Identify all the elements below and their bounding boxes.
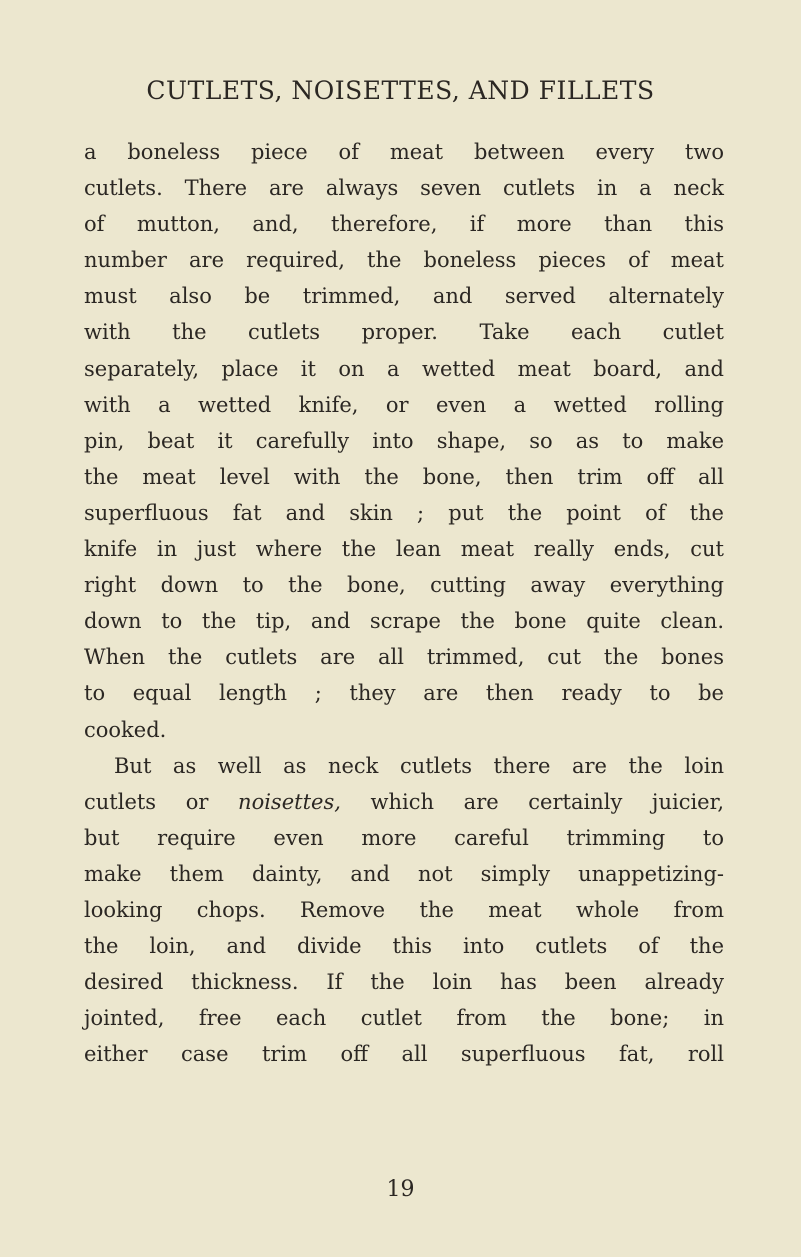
text-line: knife in just where the lean meat really ends, cut (84, 537, 724, 562)
text-line: a boneless piece of meat between every two (84, 140, 724, 164)
text-line: must also be trimmed, and served alternately (84, 284, 724, 309)
text-line: but require even more careful trimming to (84, 825, 724, 850)
text-line: desired thickness. If the loin has been already (84, 970, 724, 995)
text-line: cooked. (84, 717, 167, 742)
text-line: separately, place it on a wetted meat board, and (84, 356, 724, 381)
text-line: pin, beat it carefully into shape, so as to make (84, 428, 724, 453)
text-line: down to the tip, and scrape the bone quite clean. (84, 609, 724, 634)
text-line: looking chops. Remove the meat whole from (84, 897, 724, 922)
text-line: the meat level with the bone, then trim off all (84, 464, 724, 489)
text-line: superfluous fat and skin ; put the point of the (84, 500, 724, 525)
text-line: jointed, free each cutlet from the bone; in (84, 1006, 724, 1031)
text-line: the loin, and divide this into cutlets of the (84, 934, 724, 959)
text-line: with the cutlets proper. Take each cutlet (84, 320, 724, 345)
text-line: with a wetted knife, or even a wetted rolling (84, 392, 724, 417)
text-line-with-italic (84, 784, 724, 820)
text-line: cutlets. There are always seven cutlets in a neck (84, 176, 724, 201)
text-line: number are required, the boneless pieces of meat (84, 248, 724, 273)
text-line: make them dainty, and not simply unappetizing- (84, 861, 724, 886)
italic-term: noisettes, (238, 789, 341, 814)
body-text (84, 134, 724, 1072)
text-fragment: cutlets or (84, 789, 239, 814)
page-number: 19 (386, 1177, 415, 1202)
running-head: CUTLETS, NOISETTES, AND FILLETS (146, 76, 655, 105)
text-line: either case trim off all superfluous fat, roll (84, 1042, 724, 1067)
text-line: When the cutlets are all trimmed, cut the bones (84, 645, 724, 670)
text-fragment: which are certainly juicier, (340, 789, 725, 814)
text-line: of mutton, and, therefore, if more than this (84, 212, 724, 237)
text-line: to equal length ; they are then ready to be (84, 681, 724, 706)
text-line: right down to the bone, cutting away everything (84, 573, 724, 598)
paragraph-first-line: But as well as neck cutlets there are the loin (114, 753, 724, 778)
